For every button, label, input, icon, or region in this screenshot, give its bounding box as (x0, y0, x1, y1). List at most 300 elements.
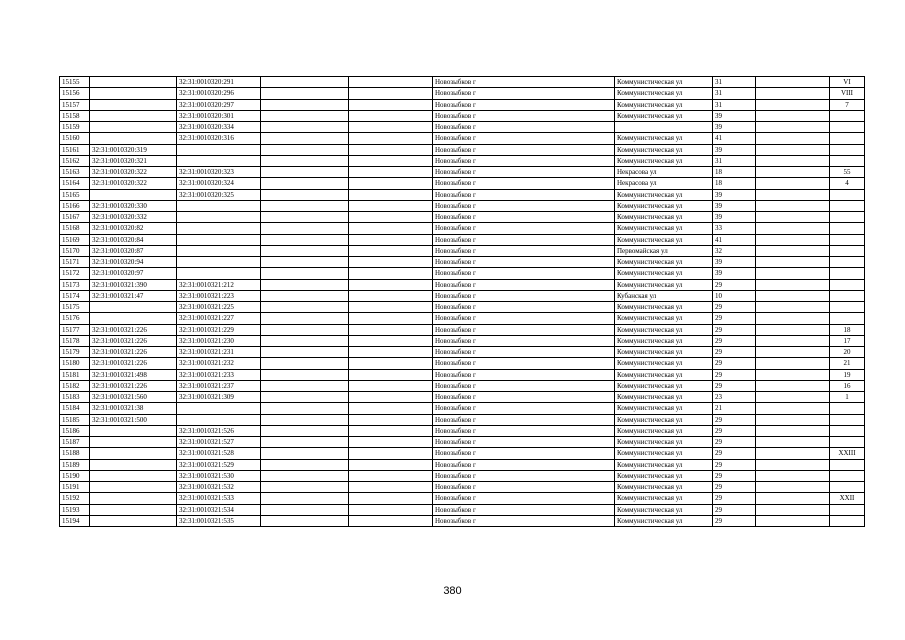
cell-col-empty-a (261, 493, 349, 504)
table-row (60, 302, 865, 313)
cell-cadastral-parent (90, 470, 177, 481)
cell-cadastral-number: 32:31:0010320:301 (177, 110, 261, 121)
cell-settlement: Новозыбков г (433, 212, 615, 223)
cell-col-empty-b (349, 167, 433, 178)
cell-col-empty-b (349, 437, 433, 448)
table-row (60, 313, 865, 324)
cell-cadastral-number: 32:31:0010320:334 (177, 122, 261, 133)
cell-house-number: 39 (713, 257, 756, 268)
cell-col-empty-c (756, 88, 830, 99)
cell-cadastral-parent: 32:31:0010321:390 (90, 279, 177, 290)
cell-house-number: 29 (713, 358, 756, 369)
cell-apartment: VIII (830, 88, 865, 99)
cell-row-number: 15180 (60, 358, 90, 369)
cell-cadastral-parent: 32:31:0010320:82 (90, 223, 177, 234)
cell-street: Коммунистическая ул (615, 257, 713, 268)
cell-house-number: 29 (713, 493, 756, 504)
cell-col-empty-b (349, 133, 433, 144)
cell-apartment (830, 437, 865, 448)
cell-settlement: Новозыбков г (433, 335, 615, 346)
cell-cadastral-parent (90, 122, 177, 133)
cell-cadastral-parent (90, 482, 177, 493)
table-row (60, 155, 865, 166)
cell-col-empty-c (756, 347, 830, 358)
cell-col-empty-b (349, 335, 433, 346)
table-row (60, 358, 865, 369)
cell-row-number: 15159 (60, 122, 90, 133)
cell-row-number: 15158 (60, 110, 90, 121)
cell-col-empty-a (261, 122, 349, 133)
cell-row-number: 15171 (60, 257, 90, 268)
table-row (60, 392, 865, 403)
cell-cadastral-number: 32:31:0010321:533 (177, 493, 261, 504)
cell-settlement: Новозыбков г (433, 324, 615, 335)
cell-street: Коммунистическая ул (615, 380, 713, 391)
cell-apartment: 4 (830, 178, 865, 189)
cell-house-number: 29 (713, 504, 756, 515)
cell-settlement: Новозыбков г (433, 279, 615, 290)
cell-settlement: Новозыбков г (433, 482, 615, 493)
cell-street: Коммунистическая ул (615, 212, 713, 223)
cell-cadastral-number: 32:31:0010320:325 (177, 189, 261, 200)
cell-row-number: 15156 (60, 88, 90, 99)
cell-settlement: Новозыбков г (433, 403, 615, 414)
cell-row-number: 15172 (60, 268, 90, 279)
cell-cadastral-number: 32:31:0010321:232 (177, 358, 261, 369)
cell-settlement: Новозыбков г (433, 515, 615, 526)
cell-cadastral-parent (90, 99, 177, 110)
cell-row-number: 15174 (60, 290, 90, 301)
cell-house-number: 29 (713, 335, 756, 346)
cell-apartment (830, 122, 865, 133)
cell-cadastral-parent (90, 459, 177, 470)
cell-street: Некрасова ул (615, 178, 713, 189)
cell-cadastral-parent: 32:31:0010321:226 (90, 335, 177, 346)
cell-col-empty-b (349, 178, 433, 189)
cell-cadastral-number (177, 268, 261, 279)
cell-house-number: 29 (713, 515, 756, 526)
cell-col-empty-c (756, 459, 830, 470)
cell-apartment (830, 212, 865, 223)
cell-col-empty-a (261, 189, 349, 200)
cell-house-number: 39 (713, 268, 756, 279)
cell-house-number: 23 (713, 392, 756, 403)
cell-settlement: Новозыбков г (433, 459, 615, 470)
cell-row-number: 15170 (60, 245, 90, 256)
cell-street: Некрасова ул (615, 167, 713, 178)
table-row (60, 144, 865, 155)
cell-col-empty-b (349, 99, 433, 110)
table-row (60, 110, 865, 121)
cell-apartment (830, 279, 865, 290)
cell-row-number: 15194 (60, 515, 90, 526)
cell-street: Коммунистическая ул (615, 279, 713, 290)
cell-apartment (830, 515, 865, 526)
cell-col-empty-a (261, 313, 349, 324)
table-row (60, 425, 865, 436)
cell-house-number: 32 (713, 245, 756, 256)
cell-col-empty-c (756, 403, 830, 414)
cell-house-number: 31 (713, 88, 756, 99)
cell-apartment: 1 (830, 392, 865, 403)
table-row (60, 347, 865, 358)
cell-col-empty-c (756, 144, 830, 155)
table-row (60, 437, 865, 448)
cell-col-empty-a (261, 245, 349, 256)
cell-street: Коммунистическая ул (615, 223, 713, 234)
cell-street: Коммунистическая ул (615, 448, 713, 459)
table-row (60, 88, 865, 99)
cell-street: Коммунистическая ул (615, 200, 713, 211)
cell-apartment (830, 414, 865, 425)
table-row (60, 403, 865, 414)
cell-settlement: Новозыбков г (433, 110, 615, 121)
cell-house-number: 29 (713, 324, 756, 335)
cell-house-number: 29 (713, 313, 756, 324)
cell-apartment (830, 110, 865, 121)
table-row (60, 414, 865, 425)
cell-cadastral-number: 32:31:0010321:532 (177, 482, 261, 493)
table-row (60, 133, 865, 144)
cell-col-empty-a (261, 279, 349, 290)
cell-street: Коммунистическая ул (615, 470, 713, 481)
cell-row-number: 15157 (60, 99, 90, 110)
cell-col-empty-a (261, 515, 349, 526)
cell-street: Коммунистическая ул (615, 189, 713, 200)
cell-col-empty-c (756, 133, 830, 144)
table-row (60, 493, 865, 504)
cell-apartment: 16 (830, 380, 865, 391)
table-row (60, 448, 865, 459)
cell-col-empty-a (261, 268, 349, 279)
cell-settlement: Новозыбков г (433, 392, 615, 403)
cell-cadastral-number: 32:31:0010321:309 (177, 392, 261, 403)
cell-house-number: 18 (713, 167, 756, 178)
cell-street: Коммунистическая ул (615, 313, 713, 324)
cell-house-number: 29 (713, 448, 756, 459)
cell-row-number: 15187 (60, 437, 90, 448)
cell-col-empty-c (756, 313, 830, 324)
cell-row-number: 15155 (60, 77, 90, 88)
table-row (60, 234, 865, 245)
cell-apartment (830, 223, 865, 234)
cell-col-empty-c (756, 268, 830, 279)
cell-cadastral-number: 32:31:0010321:225 (177, 302, 261, 313)
cell-street: Коммунистическая ул (615, 459, 713, 470)
cell-col-empty-a (261, 403, 349, 414)
cell-col-empty-c (756, 77, 830, 88)
cell-street: Коммунистическая ул (615, 392, 713, 403)
cell-col-empty-c (756, 324, 830, 335)
cell-col-empty-a (261, 380, 349, 391)
cell-house-number: 33 (713, 223, 756, 234)
cell-apartment: 18 (830, 324, 865, 335)
cell-col-empty-b (349, 155, 433, 166)
table-row (60, 335, 865, 346)
cell-apartment: 20 (830, 347, 865, 358)
cell-cadastral-parent: 32:31:0010321:560 (90, 392, 177, 403)
cell-settlement: Новозыбков г (433, 88, 615, 99)
table-row (60, 279, 865, 290)
cell-col-empty-b (349, 302, 433, 313)
cell-apartment (830, 234, 865, 245)
cell-cadastral-number: 32:31:0010321:237 (177, 380, 261, 391)
cell-house-number: 18 (713, 178, 756, 189)
cell-settlement: Новозыбков г (433, 122, 615, 133)
cell-cadastral-number: 32:31:0010321:231 (177, 347, 261, 358)
cell-col-empty-c (756, 504, 830, 515)
table-row (60, 212, 865, 223)
cell-cadastral-number: 32:31:0010321:227 (177, 313, 261, 324)
cell-house-number: 41 (713, 234, 756, 245)
cell-cadastral-number: 32:31:0010321:529 (177, 459, 261, 470)
cell-settlement: Новозыбков г (433, 245, 615, 256)
cell-cadastral-parent: 32:31:0010321:38 (90, 403, 177, 414)
cell-col-empty-c (756, 257, 830, 268)
cell-col-empty-c (756, 392, 830, 403)
cell-col-empty-a (261, 167, 349, 178)
cell-cadastral-parent (90, 133, 177, 144)
cell-house-number: 39 (713, 144, 756, 155)
cell-cadastral-number (177, 223, 261, 234)
cell-settlement: Новозыбков г (433, 425, 615, 436)
cell-house-number: 29 (713, 302, 756, 313)
cell-col-empty-a (261, 504, 349, 515)
table-row (60, 268, 865, 279)
cell-col-empty-c (756, 290, 830, 301)
cell-cadastral-number: 32:31:0010320:296 (177, 88, 261, 99)
cell-apartment (830, 133, 865, 144)
cell-apartment (830, 200, 865, 211)
cell-house-number: 29 (713, 459, 756, 470)
cell-apartment: XXIII (830, 448, 865, 459)
cell-cadastral-parent: 32:31:0010320:322 (90, 178, 177, 189)
cell-col-empty-c (756, 178, 830, 189)
cell-col-empty-a (261, 290, 349, 301)
cell-row-number: 15176 (60, 313, 90, 324)
cell-house-number: 29 (713, 279, 756, 290)
cell-cadastral-number: 32:31:0010321:233 (177, 369, 261, 380)
cell-col-empty-b (349, 313, 433, 324)
cell-settlement: Новозыбков г (433, 369, 615, 380)
cell-col-empty-a (261, 77, 349, 88)
cell-col-empty-b (349, 515, 433, 526)
cell-apartment: VI (830, 77, 865, 88)
cell-col-empty-c (756, 448, 830, 459)
cell-apartment: 55 (830, 167, 865, 178)
cell-col-empty-a (261, 88, 349, 99)
cell-col-empty-a (261, 144, 349, 155)
cell-row-number: 15161 (60, 144, 90, 155)
cell-cadastral-parent: 32:31:0010320:97 (90, 268, 177, 279)
cell-cadastral-number: 32:31:0010321:534 (177, 504, 261, 515)
cell-cadastral-parent: 32:31:0010320:330 (90, 200, 177, 211)
cell-apartment (830, 257, 865, 268)
cell-apartment (830, 504, 865, 515)
cell-settlement: Новозыбков г (433, 178, 615, 189)
cell-col-empty-c (756, 110, 830, 121)
cell-col-empty-a (261, 178, 349, 189)
cell-street: Коммунистическая ул (615, 493, 713, 504)
cell-house-number: 39 (713, 110, 756, 121)
property-register-table (59, 76, 865, 527)
table-row (60, 122, 865, 133)
cell-settlement: Новозыбков г (433, 504, 615, 515)
cell-col-empty-a (261, 482, 349, 493)
cell-row-number: 15182 (60, 380, 90, 391)
cell-col-empty-c (756, 245, 830, 256)
cell-apartment: 19 (830, 369, 865, 380)
table-row (60, 257, 865, 268)
cell-row-number: 15169 (60, 234, 90, 245)
cell-col-empty-a (261, 234, 349, 245)
cell-house-number: 31 (713, 155, 756, 166)
cell-street: Коммунистическая ул (615, 77, 713, 88)
cell-col-empty-b (349, 470, 433, 481)
cell-apartment (830, 144, 865, 155)
cell-street: Коммунистическая ул (615, 302, 713, 313)
cell-col-empty-c (756, 189, 830, 200)
cell-col-empty-b (349, 122, 433, 133)
cell-settlement: Новозыбков г (433, 290, 615, 301)
cell-street: Коммунистическая ул (615, 437, 713, 448)
cell-apartment: 17 (830, 335, 865, 346)
cell-cadastral-number: 32:31:0010321:223 (177, 290, 261, 301)
table-row (60, 200, 865, 211)
cell-street: Коммунистическая ул (615, 504, 713, 515)
cell-cadastral-number: 32:31:0010320:323 (177, 167, 261, 178)
cell-col-empty-a (261, 110, 349, 121)
cell-col-empty-b (349, 257, 433, 268)
cell-col-empty-b (349, 144, 433, 155)
cell-settlement: Новозыбков г (433, 234, 615, 245)
cell-cadastral-number: 32:31:0010321:530 (177, 470, 261, 481)
cell-col-empty-b (349, 347, 433, 358)
cell-house-number: 29 (713, 380, 756, 391)
cell-col-empty-a (261, 257, 349, 268)
cell-row-number: 15188 (60, 448, 90, 459)
cell-cadastral-number: 32:31:0010320:324 (177, 178, 261, 189)
cell-street: Коммунистическая ул (615, 369, 713, 380)
cell-col-empty-c (756, 470, 830, 481)
cell-row-number: 15181 (60, 369, 90, 380)
cell-cadastral-number: 32:31:0010321:528 (177, 448, 261, 459)
cell-col-empty-b (349, 403, 433, 414)
cell-apartment (830, 290, 865, 301)
cell-cadastral-parent (90, 448, 177, 459)
cell-col-empty-c (756, 99, 830, 110)
cell-cadastral-parent: 32:31:0010320:94 (90, 257, 177, 268)
cell-col-empty-c (756, 437, 830, 448)
cell-col-empty-a (261, 99, 349, 110)
cell-street: Коммунистическая ул (615, 268, 713, 279)
cell-house-number: 29 (713, 369, 756, 380)
cell-col-empty-b (349, 279, 433, 290)
cell-cadastral-parent: 32:31:0010321:500 (90, 414, 177, 425)
cell-cadastral-parent (90, 425, 177, 436)
cell-col-empty-c (756, 414, 830, 425)
cell-col-empty-c (756, 425, 830, 436)
cell-cadastral-parent (90, 189, 177, 200)
cell-col-empty-b (349, 493, 433, 504)
table-row (60, 167, 865, 178)
cell-apartment (830, 268, 865, 279)
cell-street: Коммунистическая ул (615, 414, 713, 425)
cell-row-number: 15183 (60, 392, 90, 403)
table-row (60, 189, 865, 200)
cell-street: Коммунистическая ул (615, 234, 713, 245)
cell-settlement: Новозыбков г (433, 493, 615, 504)
cell-cadastral-number: 32:31:0010321:229 (177, 324, 261, 335)
cell-row-number: 15162 (60, 155, 90, 166)
cell-col-empty-c (756, 482, 830, 493)
cell-row-number: 15189 (60, 459, 90, 470)
cell-apartment (830, 313, 865, 324)
cell-cadastral-parent: 32:31:0010321:226 (90, 347, 177, 358)
cell-row-number: 15173 (60, 279, 90, 290)
cell-col-empty-c (756, 358, 830, 369)
cell-col-empty-b (349, 425, 433, 436)
cell-cadastral-number (177, 212, 261, 223)
cell-col-empty-c (756, 223, 830, 234)
cell-street: Коммунистическая ул (615, 347, 713, 358)
cell-col-empty-b (349, 448, 433, 459)
cell-col-empty-a (261, 470, 349, 481)
cell-col-empty-b (349, 234, 433, 245)
cell-house-number: 10 (713, 290, 756, 301)
cell-cadastral-number: 32:31:0010321:230 (177, 335, 261, 346)
cell-house-number: 29 (713, 347, 756, 358)
table-row (60, 459, 865, 470)
cell-cadastral-parent (90, 77, 177, 88)
cell-col-empty-a (261, 358, 349, 369)
cell-settlement: Новозыбков г (433, 470, 615, 481)
cell-street: Коммунистическая ул (615, 99, 713, 110)
cell-col-empty-c (756, 167, 830, 178)
cell-apartment: 21 (830, 358, 865, 369)
cell-cadastral-parent: 32:31:0010321:226 (90, 380, 177, 391)
cell-cadastral-number: 32:31:0010321:526 (177, 425, 261, 436)
cell-settlement: Новозыбков г (433, 380, 615, 391)
cell-cadastral-parent: 32:31:0010321:226 (90, 358, 177, 369)
cell-col-empty-a (261, 212, 349, 223)
cell-col-empty-a (261, 448, 349, 459)
cell-cadastral-parent (90, 110, 177, 121)
cell-apartment (830, 403, 865, 414)
cell-col-empty-b (349, 392, 433, 403)
cell-cadastral-parent: 32:31:0010321:47 (90, 290, 177, 301)
cell-col-empty-b (349, 268, 433, 279)
cell-settlement: Новозыбков г (433, 414, 615, 425)
cell-col-empty-b (349, 88, 433, 99)
cell-col-empty-c (756, 302, 830, 313)
cell-col-empty-b (349, 380, 433, 391)
cell-col-empty-c (756, 369, 830, 380)
cell-house-number: 39 (713, 200, 756, 211)
cell-cadastral-parent: 32:31:0010320:322 (90, 167, 177, 178)
cell-apartment (830, 425, 865, 436)
cell-col-empty-b (349, 212, 433, 223)
table-row (60, 77, 865, 88)
cell-cadastral-parent: 32:31:0010320:332 (90, 212, 177, 223)
cell-row-number: 15192 (60, 493, 90, 504)
table-row (60, 223, 865, 234)
cell-apartment (830, 459, 865, 470)
cell-house-number: 39 (713, 122, 756, 133)
cell-street: Коммунистическая ул (615, 425, 713, 436)
cell-cadastral-number (177, 414, 261, 425)
cell-row-number: 15168 (60, 223, 90, 234)
